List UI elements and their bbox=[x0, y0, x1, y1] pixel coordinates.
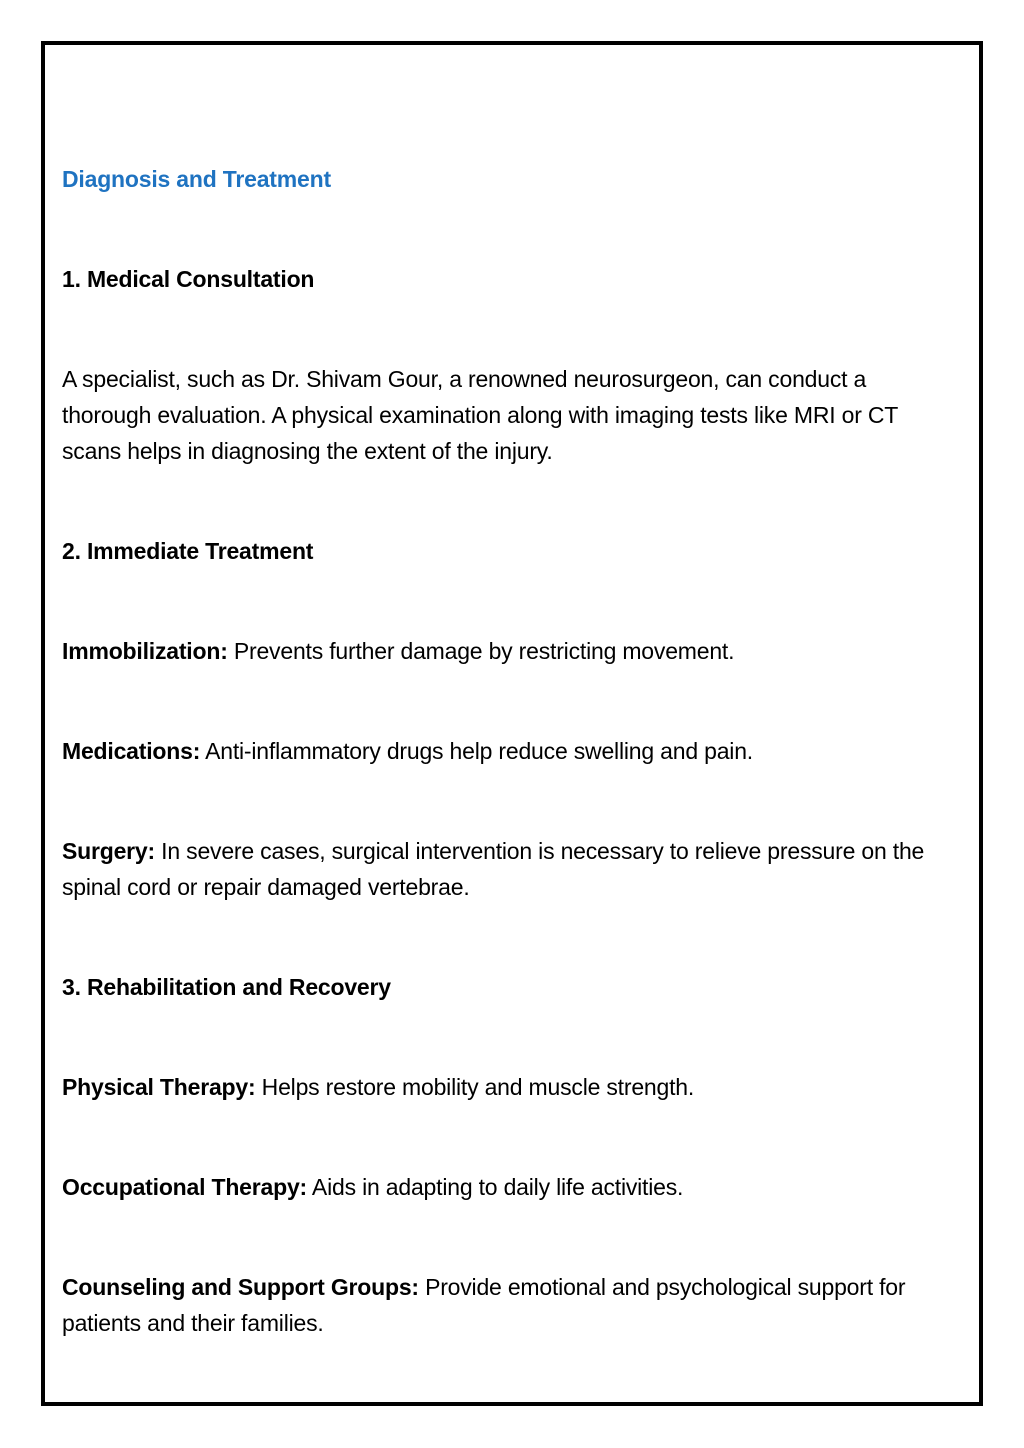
term-surgery: Surgery: bbox=[62, 838, 155, 864]
list-item-immobilization bbox=[62, 633, 962, 669]
term-immobilization: Immobilization: bbox=[62, 638, 228, 664]
list-item-counseling-support-groups bbox=[62, 1269, 952, 1341]
section-heading-rehabilitation-recovery: 3. Rehabilitation and Recovery bbox=[62, 974, 391, 1000]
medical-consultation-paragraph: A specialist, such as Dr. Shivam Gour, a renowned neurosurgeon, can conduct a thorough evaluation. A physical examination along with imaging tests like MRI or CT scans helps in diagnosing the extent of the injury. bbox=[62, 366, 898, 464]
term-counseling-support-groups: Counseling and Support Groups: bbox=[62, 1274, 419, 1300]
term-medications: Medications: bbox=[62, 738, 201, 764]
list-item-occupational-therapy bbox=[62, 1169, 962, 1205]
list-item-medications bbox=[62, 733, 962, 769]
description-surgery: In severe cases, surgical intervention is necessary to relieve pressure on the spinal cord or repair damaged vertebrae. bbox=[62, 838, 925, 900]
list-item-surgery bbox=[62, 833, 937, 905]
description-counseling-support-groups: Provide emotional and psychological support for patients and their families. bbox=[62, 1274, 906, 1336]
section-heading-immediate-treatment: 2. Immediate Treatment bbox=[62, 538, 314, 564]
description-physical-therapy: Helps restore mobility and muscle strength. bbox=[255, 1074, 695, 1100]
description-occupational-therapy: Aids in adapting to daily life activities. bbox=[307, 1174, 684, 1200]
term-occupational-therapy: Occupational Therapy: bbox=[62, 1174, 308, 1200]
section-heading-medical-consultation: 1. Medical Consultation bbox=[62, 266, 315, 292]
document-title: Diagnosis and Treatment bbox=[62, 166, 331, 192]
term-physical-therapy: Physical Therapy: bbox=[62, 1074, 256, 1100]
list-item-physical-therapy bbox=[62, 1069, 962, 1105]
description-immobilization: Prevents further damage by restricting movement. bbox=[227, 638, 735, 664]
description-medications: Anti-inflammatory drugs help reduce swelling and pain. bbox=[200, 738, 753, 764]
